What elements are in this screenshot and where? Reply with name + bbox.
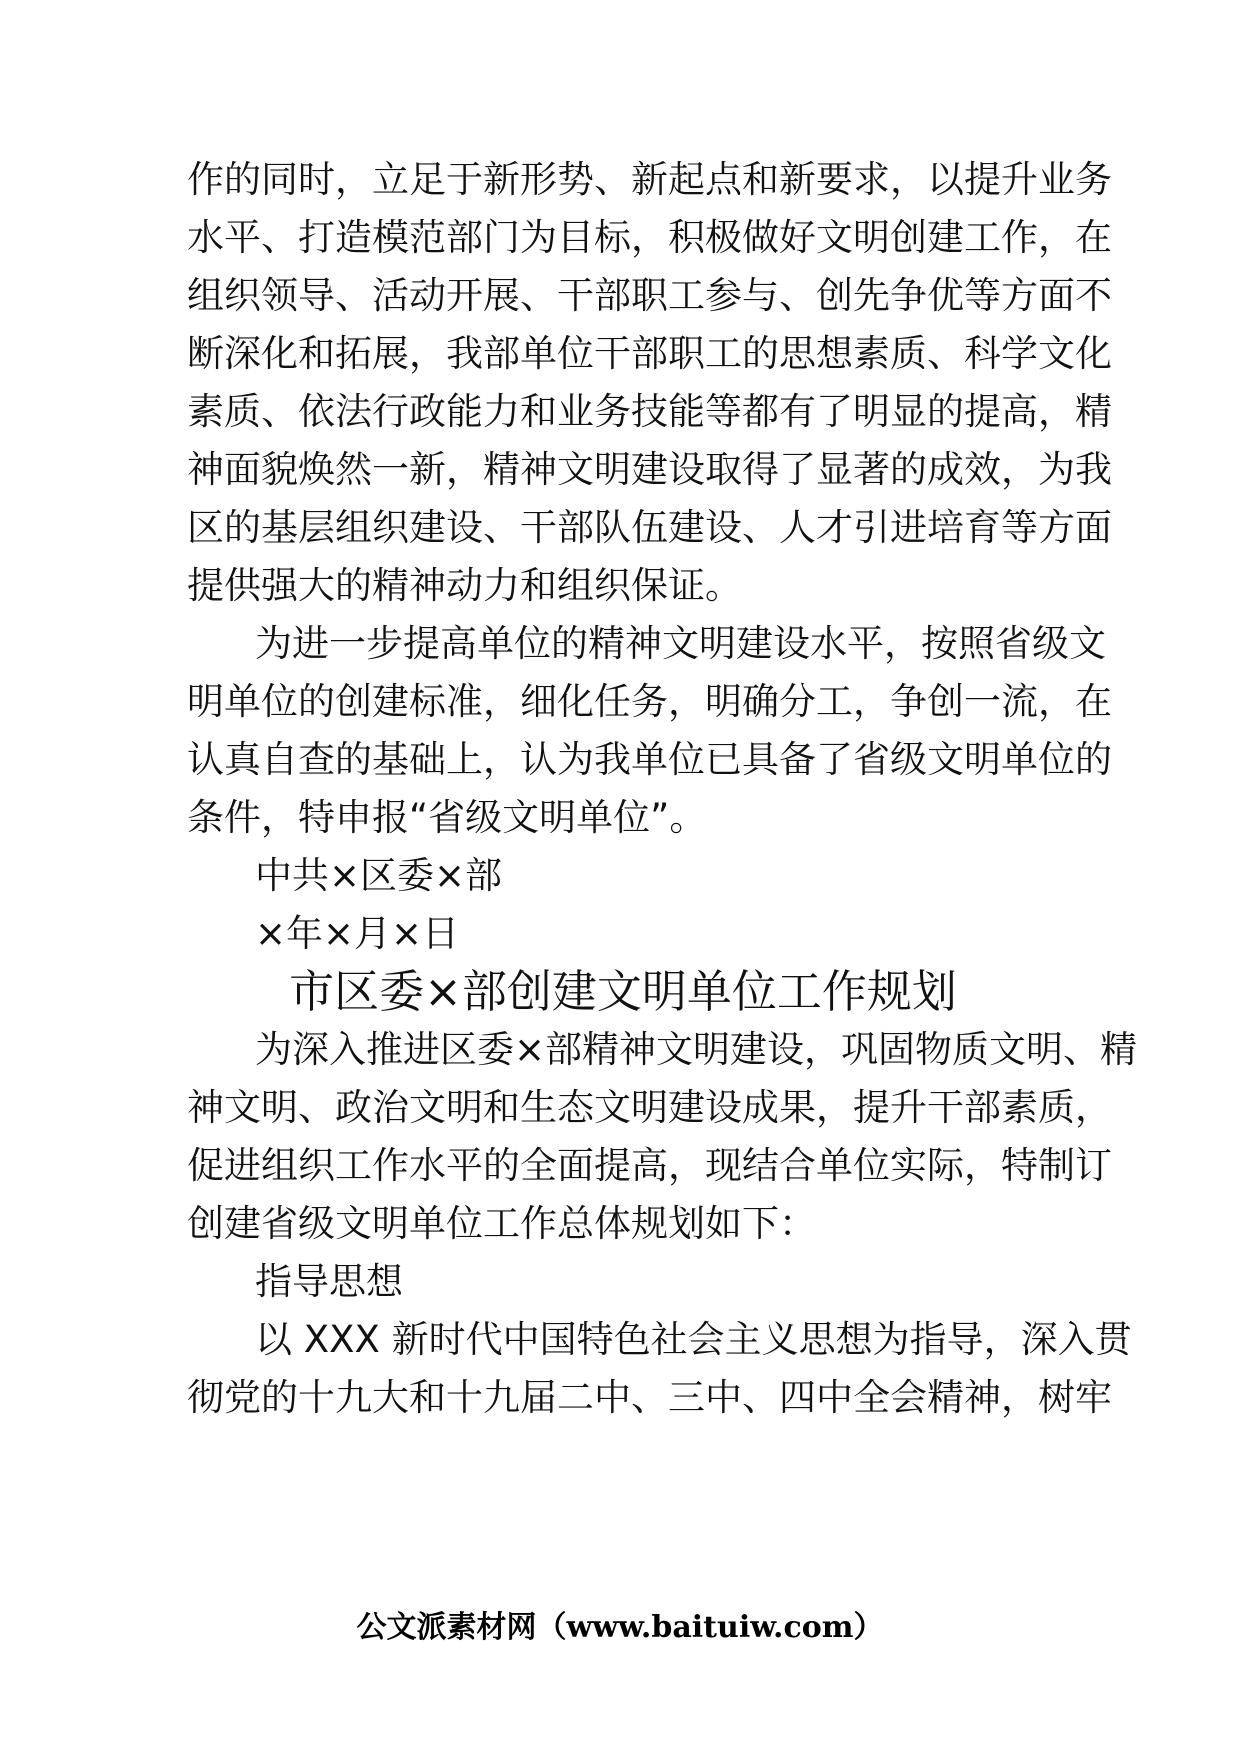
paragraph-1-line-8: 提供强大的精神动力和组织保证。	[187, 564, 742, 607]
paragraph-3-line-3: 促进组织工作水平的全面提高，现结合单位实际，特制订	[187, 1144, 1112, 1187]
paragraph-4-line-2: 彻党的十九大和十九届二中、三中、四中全会精神，树牢	[187, 1376, 1112, 1419]
signature-organization: 中共×区委×部	[255, 854, 503, 897]
paragraph-2-line-2: 明单位的创建标准，细化任务，明确分工，争创一流，在	[187, 680, 1112, 723]
paragraph-1-line-3: 组织领导、活动开展、干部职工参与、创先争优等方面不	[187, 274, 1112, 317]
paragraph-2-line-1: 为进一步提高单位的精神文明建设水平，按照省级文	[255, 622, 1106, 665]
signature-date: ×年×月×日	[255, 912, 460, 955]
paragraph-1-line-2: 水平、打造模范部门为目标，积极做好文明创建工作，在	[187, 216, 1112, 259]
paragraph-1-line-5: 素质、依法行政能力和业务技能等都有了明显的提高，精	[187, 390, 1112, 433]
paragraph-3-line-1: 为深入推进区委×部精神文明建设，巩固物质文明、精	[255, 1028, 1138, 1071]
paragraph-1-line-6: 神面貌焕然一新，精神文明建设取得了显著的成效，为我	[187, 448, 1112, 491]
paragraph-3-line-4: 创建省级文明单位工作总体规划如下：	[187, 1202, 816, 1245]
paragraph-1-line-4: 断深化和拓展，我部单位干部职工的思想素质、科学文化	[187, 332, 1112, 375]
paragraph-2-line-4: 条件，特申报“省级文明单位”。	[187, 796, 707, 839]
paragraph-3-line-2: 神文明、政治文明和生态文明建设成果，提升干部素质，	[187, 1086, 1112, 1129]
paragraph-1-line-7: 区的基层组织建设、干部队伍建设、人才引进培育等方面	[187, 506, 1112, 549]
paragraph-1-line-1: 作的同时，立足于新形势、新起点和新要求，以提升业务	[187, 158, 1112, 201]
paragraph-4-line-1: 以 XXX 新时代中国特色社会主义思想为指导，深入贯	[255, 1318, 1132, 1361]
paragraph-2-line-3: 认真自查的基础上，认为我单位已具备了省级文明单位的	[187, 738, 1112, 781]
document-title: 市区委×部创建文明单位工作规划	[289, 965, 957, 1018]
section-heading: 指导思想	[255, 1260, 403, 1303]
footer-watermark: 公文派素材网（www.baituiw.com）	[356, 1610, 884, 1645]
